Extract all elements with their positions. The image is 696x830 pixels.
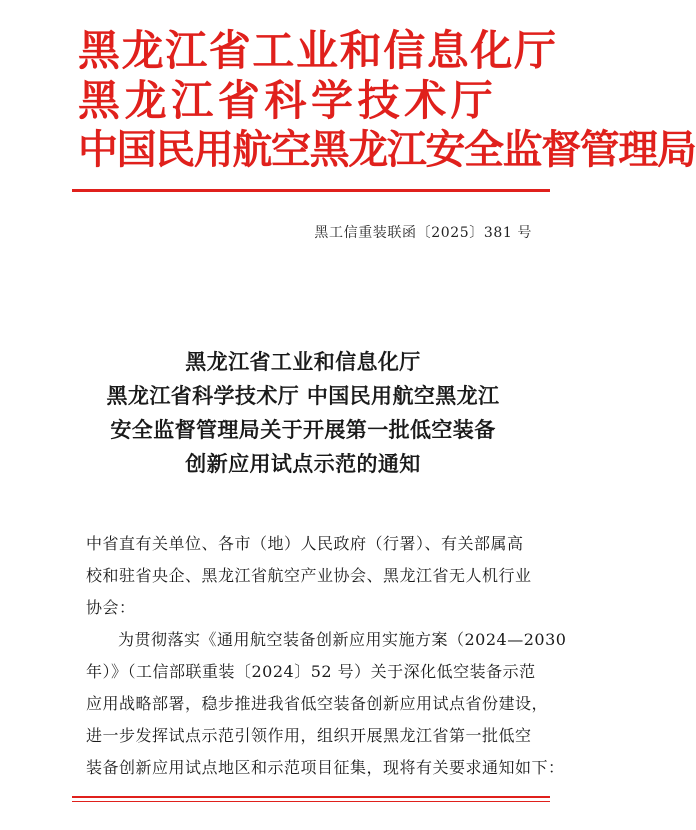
addressee-line-3: 协会： (86, 598, 136, 617)
addressee-line-1: 中省直有关单位、各市（地）人民政府（行署）、有关部属高 (86, 534, 524, 553)
body-line-2: 年）》（工信部联重装〔2024〕52 号）关于深化低空装备示范 (86, 662, 536, 681)
document-title (60, 345, 546, 481)
letterhead-org-aviation: 中国民用航空黑龙江安全监督管理局 (78, 127, 696, 173)
letterhead-red-rule (72, 189, 550, 192)
letterhead-org-science: 黑龙江省科学技术厅 (78, 76, 498, 125)
title-line-4: 创新应用试点示范的通知 (185, 451, 421, 476)
title-line-2: 黑龙江省科学技术厅 中国民用航空黑龙江 (106, 383, 500, 408)
addressee-line-2: 校和驻省央企、黑龙江省航空产业协会、黑龙江省无人机行业 (86, 566, 532, 585)
letterhead-org-industry: 黑龙江省工业和信息化厅 (78, 26, 558, 75)
footer-red-rule (72, 796, 550, 798)
body-line-4: 进一步发挥试点示范引领作用，组织开展黑龙江省第一批低空 (86, 726, 532, 745)
letterhead (78, 26, 696, 178)
document-number: 黑工信重装联函〔2025〕381 号 (314, 225, 532, 241)
title-line-3: 安全监督管理局关于开展第一批低空装备 (110, 417, 496, 442)
body-line-1: 为贯彻落实《通用航空装备创新应用实施方案（2024—2030 (118, 630, 567, 649)
addressee-paragraph (86, 528, 554, 624)
body-line-5: 装备创新应用试点地区和示范项目征集，现将有关要求通知如下： (86, 758, 565, 777)
footer-red-rule-thin (72, 801, 550, 802)
body-line-3: 应用战略部署，稳步推进我省低空装备创新应用试点省份建设， (86, 694, 549, 713)
body-paragraph (86, 624, 567, 784)
document-body (86, 528, 567, 784)
title-line-1: 黑龙江省工业和信息化厅 (185, 349, 421, 374)
